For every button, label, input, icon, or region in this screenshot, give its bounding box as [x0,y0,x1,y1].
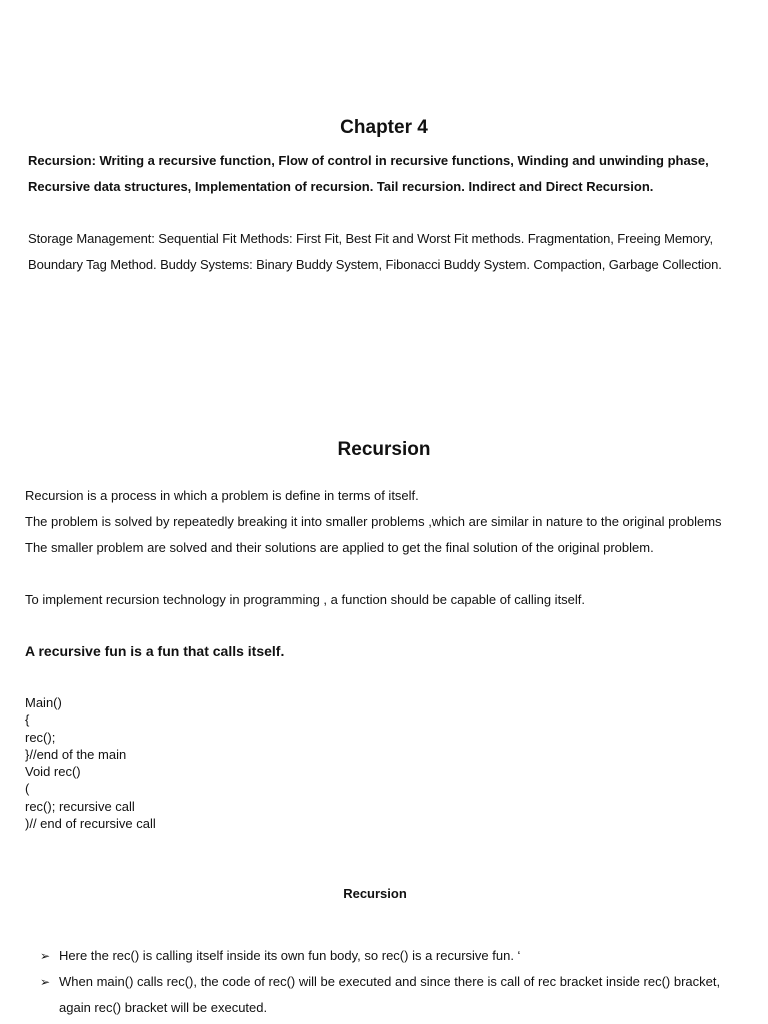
code-example [25,694,156,832]
code-line: }//end of the main [25,746,127,762]
bullet-list [40,943,740,1021]
section-title: Recursion [337,439,431,460]
intro-line: The problem is solved by repeatedly breaking it into smaller problems ,which are similar in nature to the original problems [25,514,722,529]
bullet-line: When main() calls rec(), the code of rec() will be executed and since there is call of rec bracket inside rec() bracket, [59,974,721,989]
arrow-bullet-icon: ➢ [40,949,51,963]
chapter-title: Chapter 4 [340,117,428,138]
syllabus-topics-storage [28,226,748,278]
arrow-bullet-icon: ➢ [40,975,51,989]
code-line: ( [25,781,30,797]
intro-paragraph [25,483,755,561]
code-line: )// end of recursive call [25,816,156,832]
definition-text: A recursive fun is a fun that calls itself. [25,643,285,659]
code-line: Void rec() [25,764,81,780]
syllabus-topics-recursion [28,148,748,200]
syllabus-line: Storage Management: Sequential Fit Methods: First Fit, Best Fit and Worst Fit methods. Fragmentation, Freeing Memory, [28,231,714,246]
bullet-item [40,969,740,1021]
syllabus-line: Boundary Tag Method. Buddy Systems: Binary Buddy System, Fibonacci Buddy System. Compaction, Garbage Collection. [28,257,722,272]
intro-line: Recursion is a process in which a problem is define in terms of itself. [25,488,419,503]
code-line: Main() [25,695,62,710]
syllabus-line: Recursion: Writing a recursive function, Flow of control in recursive functions, Winding and unwinding phase, [28,153,709,168]
figure-caption: Recursion [343,886,407,901]
code-line: rec(); [25,729,56,745]
code-line: { [25,712,30,728]
implement-paragraph: To implement recursion technology in programming , a function should be capable of calling itself. [25,592,586,607]
code-line: rec(); recursive call [25,798,135,814]
bullet-line: again rec() bracket will be executed. [59,1000,268,1015]
syllabus-line: Recursive data structures, Implementation of recursion. Tail recursion. Indirect and Direct Recursion. [28,179,654,194]
bullet-line: Here the rec() is calling itself inside its own fun body, so rec() is a recursive fun. ‘ [59,948,521,963]
intro-line: The smaller problem are solved and their solutions are applied to get the final solution of the original problem. [25,540,654,555]
bullet-item [40,943,740,969]
